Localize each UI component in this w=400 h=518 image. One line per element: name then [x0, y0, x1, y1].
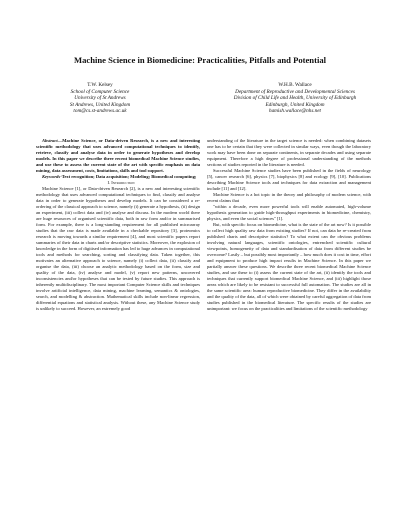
author-affiliation: Division of Child Life and Health, University of Edinburgh — [233, 95, 357, 102]
abstract — [36, 138, 200, 174]
author-block-1 — [40, 82, 160, 115]
body-paragraph: Machine Science [1], or Data-driven Research [2], is a new and interesting scientific methodology that uses advanced computational techniques to find, classify and analyse data in order to generate hypotheses and develop models. It can be considered a re-ordering of the classical approach to science, namely (i) generate a hypothesis, (ii) design an experiment, (iii) collect data and (iv) analyse and discuss. In the modern world there are huge resources of organised scientific data, both in raw form and/or in summarised form. For example, there is a long-standing requirement for all published microarray studies that the raw data is made available in a checkable repository [3], proteomics research is moving towards a similar requirement [4], and most scientific papers report summaries of their data in charts and/or descriptive statistics. Moreover, the explosion of knowledge in the form of digitised information has led to huge advances in computational tools and methods for searching, sorting and classifying data. Taken together, this motivates an alternative approach to science, namely (i) collect data, (ii) classify and organise the data, (iii) choose an analytic methodology based on the form, size and quality of the data, (iv) analyse and model, (v) report new patterns, uncovered inconsistencies and/or hypotheses that can be tested by future studies. This approach is inherently multidisciplinary. The most important Computer Science skills and techniques involve artificial intelligence, data mining, machine learning, semantics & ontologies, search, and modelling & abstraction. Mathematical skills include non-linear regression, differential equations and statistical analysis. Without these, any Machine Science study is unlikely to succeed. However, an extremely good — [36, 186, 200, 312]
keywords-label: Keywords — [42, 174, 61, 180]
author-affiliation: Edinburgh, United Kingdom — [265, 101, 325, 108]
keywords-text: -Text recognition; Data acquisition; Modeling; Biomedical computing; — [60, 174, 197, 180]
author-block-2 — [200, 82, 390, 115]
body-paragraph: Successful Machine Science studies have been published in the fields of neurology [5], cancer research [6], physics [7], biophysics [8] and ecology [9], [10]. Publications describing Machine Science tools and techniques for data extraction and management include [11] and [12]. — [207, 168, 371, 192]
author-affiliation: Department of Reproductive and Developmental Sciences — [235, 88, 355, 95]
author-email: hamish.wallace@nhs.net — [268, 108, 322, 115]
section-heading: I. Introduction — [107, 180, 135, 186]
author-name: W.H.B. Wallace — [278, 82, 312, 88]
abstract-label: Abstract — [42, 138, 58, 143]
author-affiliation: St Andrews, United Kingdom — [69, 101, 131, 108]
body-paragraph: But, with specific focus on biomedicine, what is the state of the art now? Is it possible to collect high quality raw data from existing studies? If not, can data be re-created from published charts and descriptive statistics? To what extent can the obvious problems involving natural languages, scientific ontologies, entrenched scientific cultural viewpoints, homogeneity of data and standardisation of data from different studies be overcome? Lastly – but possibly most importantly – how much does it cost in time, effort and equipment to produce high impact results in Machine Science. In this paper we partially answer these questions. We describe three recent biomedical Machine Science studies, and use these to (i) assess the current state of the art, (ii) identify the tools and techniques that currently support biomedical Machine Science, and (iii) highlight those areas which are likely to be resistant to successful full automation. The studies are all in the same scientific area: human reproductive biomedicine. They differ in the availability and the quality of the data, all of which were obtained by careful aggregation of data from studies published in the biomedical literature. The specific results of the studies are unimportant: we focus on the practicalities and limitations of the scientific methodology — [207, 222, 371, 312]
abstract-text: —Machine Science, or Data-driven Research, is a new and interesting scientific methodology that uses advanced computational techniques to identify, retrieve, classify and analyse data in order to generate hypotheses and develop models. In this paper we describe three recent biomedical Machine Science studies, and use these to assess the current state of the art with specific emphasis on data mining, data assessment, costs, limitations, skills and tool support. — [36, 138, 200, 174]
left-column — [36, 138, 200, 312]
body-paragraph: Machine Science is a hot topic in the theory and philosophy of modern science, with recent claims that — [207, 192, 371, 204]
paper-title: Machine Science in Biomedicine: Practicalities, Pitfalls and Potential — [73, 55, 327, 65]
body-paragraph: understanding of the literature in the target science is needed: when combining datasets one has to be certain that they were collected in similar ways, even though the laboratory work may have been done on separate continents, in separate decades and using separate equipment. Therefore a high degree of professional understanding of the methods sections of studies reported in the literature is needed. — [207, 138, 371, 168]
author-name: T.W. Kelsey — [87, 82, 113, 88]
author-affiliation: University of St Andrews — [74, 95, 126, 102]
author-affiliation: School of Computer Science — [70, 88, 130, 95]
block-quote: "within a decade, even more powerful tools will enable automated, high-volume hypothesis generation to guide high-throughput experiments in biomedicine, chemistry, physics, and even the social sciences" [1]. — [207, 204, 371, 222]
right-column — [207, 138, 371, 312]
author-email: tom@cs.st-andrews.ac.uk — [73, 108, 127, 115]
